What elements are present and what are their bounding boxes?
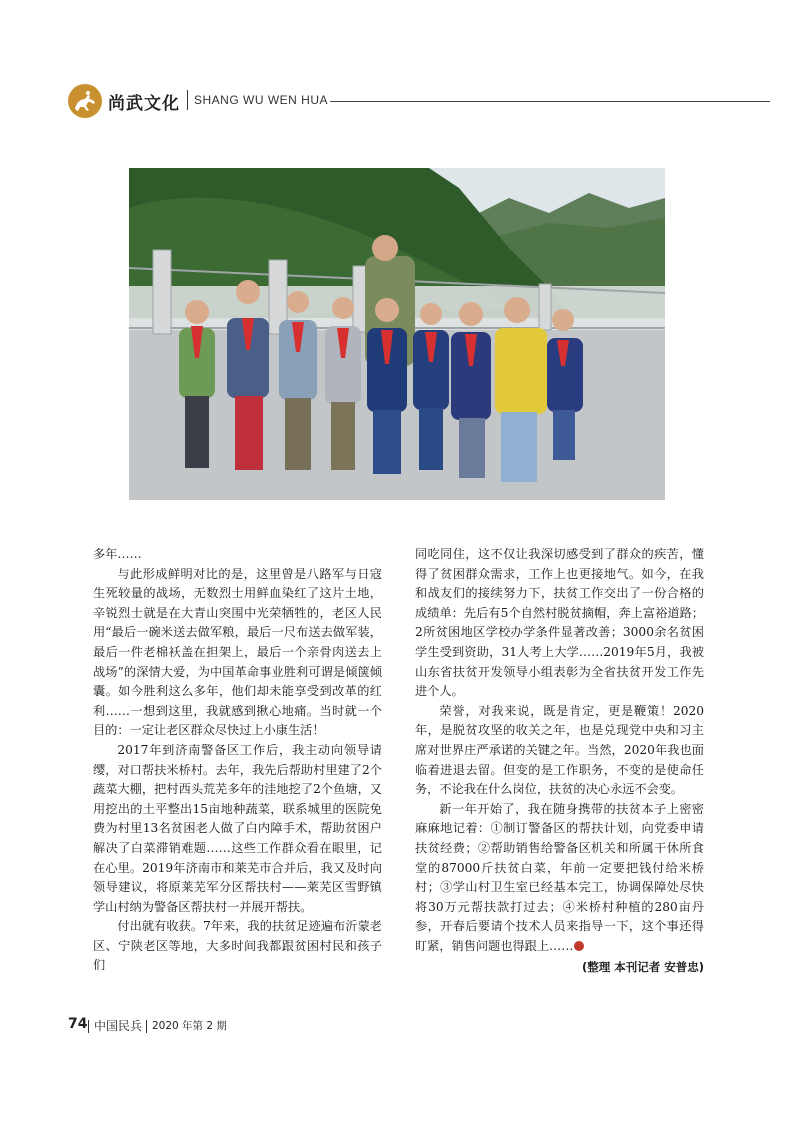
section-header bbox=[68, 84, 770, 120]
footer-divider bbox=[146, 1020, 147, 1033]
end-mark-icon bbox=[574, 941, 584, 951]
article-credit: (整理 本刊记者 安普忠) bbox=[581, 960, 704, 975]
section-title-pinyin: SHANG WU WEN HUA bbox=[194, 93, 328, 107]
header-rule bbox=[330, 101, 770, 102]
section-title: 尚武文化 bbox=[108, 94, 180, 114]
footer-divider bbox=[88, 1020, 89, 1033]
page-number: 74 bbox=[68, 1016, 88, 1032]
issue-label: 2020 年第 2 期 bbox=[152, 1020, 227, 1032]
paragraph: 荣誉，对我来说，既是肯定，更是鞭策！2020年，是脱贫攻坚的收关之年，也是兑现党中央和习主席对世界庄严承诺的关键之年。当然，2020年我也面临着进退去留。但变的是工作职务，不变的是使命任务，不论我在什么岗位，扶贫的决心永远不会变。 bbox=[415, 703, 704, 797]
paragraph: 2017年到济南警备区工作后，我主动向领导请缨，对口帮扶米桥村。去年，我先后帮助村里建了2个蔬菜大棚，把村西头荒芜多年的洼地挖了2个鱼塘，又用挖出的土平整出15亩地种蔬菜，联系城里的医院免费为村里13名贫困老人做了白内障手术，帮助贫困户解决了白菜滞销难题……这些工作群众看在眼里，记在心里。2019年济南市和莱芜市合并后，我又及时向领导建议，将原莱芜军分区帮扶村——莱芜区雪野镇学山村纳为警备区帮扶村一并展开帮扶。 bbox=[93, 742, 382, 914]
paragraph-last bbox=[415, 800, 704, 957]
paragraph-text: 新一年开始了，我在随身携带的扶贫本子上密密麻麻地记着：①制订警备区的帮扶计划，向党委申请扶贫经费；②帮助销售给警备区机关和所属干休所食堂的87000斤扶贫白菜，年前一定要把钱付给米桥村；③学山村卫生室已经基本完工，协调保障处尽快将30万元帮扶款打过去；④米桥村种植的280亩丹参，开春后要请个技术人员来指导一下，这个事还得盯紧，销售问题也得跟上…… bbox=[415, 801, 704, 953]
article-photo bbox=[129, 168, 665, 500]
article-column-right bbox=[415, 545, 704, 978]
paragraph: 付出就有收获。7年来，我的扶贫足迹遍布沂蒙老区、宁陕老区等地，大多时间我都跟贫困村民和孩子们 bbox=[93, 919, 382, 973]
magazine-name: 中国民兵 bbox=[94, 1019, 143, 1033]
paragraph: 与此形成鲜明对比的是，这里曾是八路军与日寇生死较量的战场，无数烈士用鲜血染红了这片土地，辛锐烈士就是在大青山突围中光荣牺牲的，老区人民用“最后一碗米送去做军粮，最后一尺布送去做军装，最后一件老棉袄盖在担架上，最后一个亲骨肉送去上战场”的深情大爱，为中国革命事业胜利可谓是倾箧倾囊。如今胜利这么多年，他们却未能享受到改革的红利……一想到这里，我就感到揪心地痛。当时就一个目的：一定让老区群众尽快过上小康生活！ bbox=[93, 566, 382, 738]
article-column-left bbox=[93, 545, 382, 976]
header-divider bbox=[187, 90, 188, 110]
paragraph: 多年…… bbox=[93, 547, 142, 561]
horse-rider-emblem-icon bbox=[68, 84, 102, 118]
paragraph: 同吃同住，这不仅让我深切感受到了群众的疾苦，懂得了贫困群众需求，工作上也更接地气。如今，在我和战友们的接续努力下，扶贫工作交出了一份合格的成绩单：先后有5个自然村脱贫摘帽，奔上富裕道路；2所贫困地区学校办学条件显著改善；3000余名贫困学生受到资助，31人考上大学……2019年5月，我被山东省扶贫开发领导小组表彰为全省扶贫开发工作先进个人。 bbox=[415, 547, 704, 699]
